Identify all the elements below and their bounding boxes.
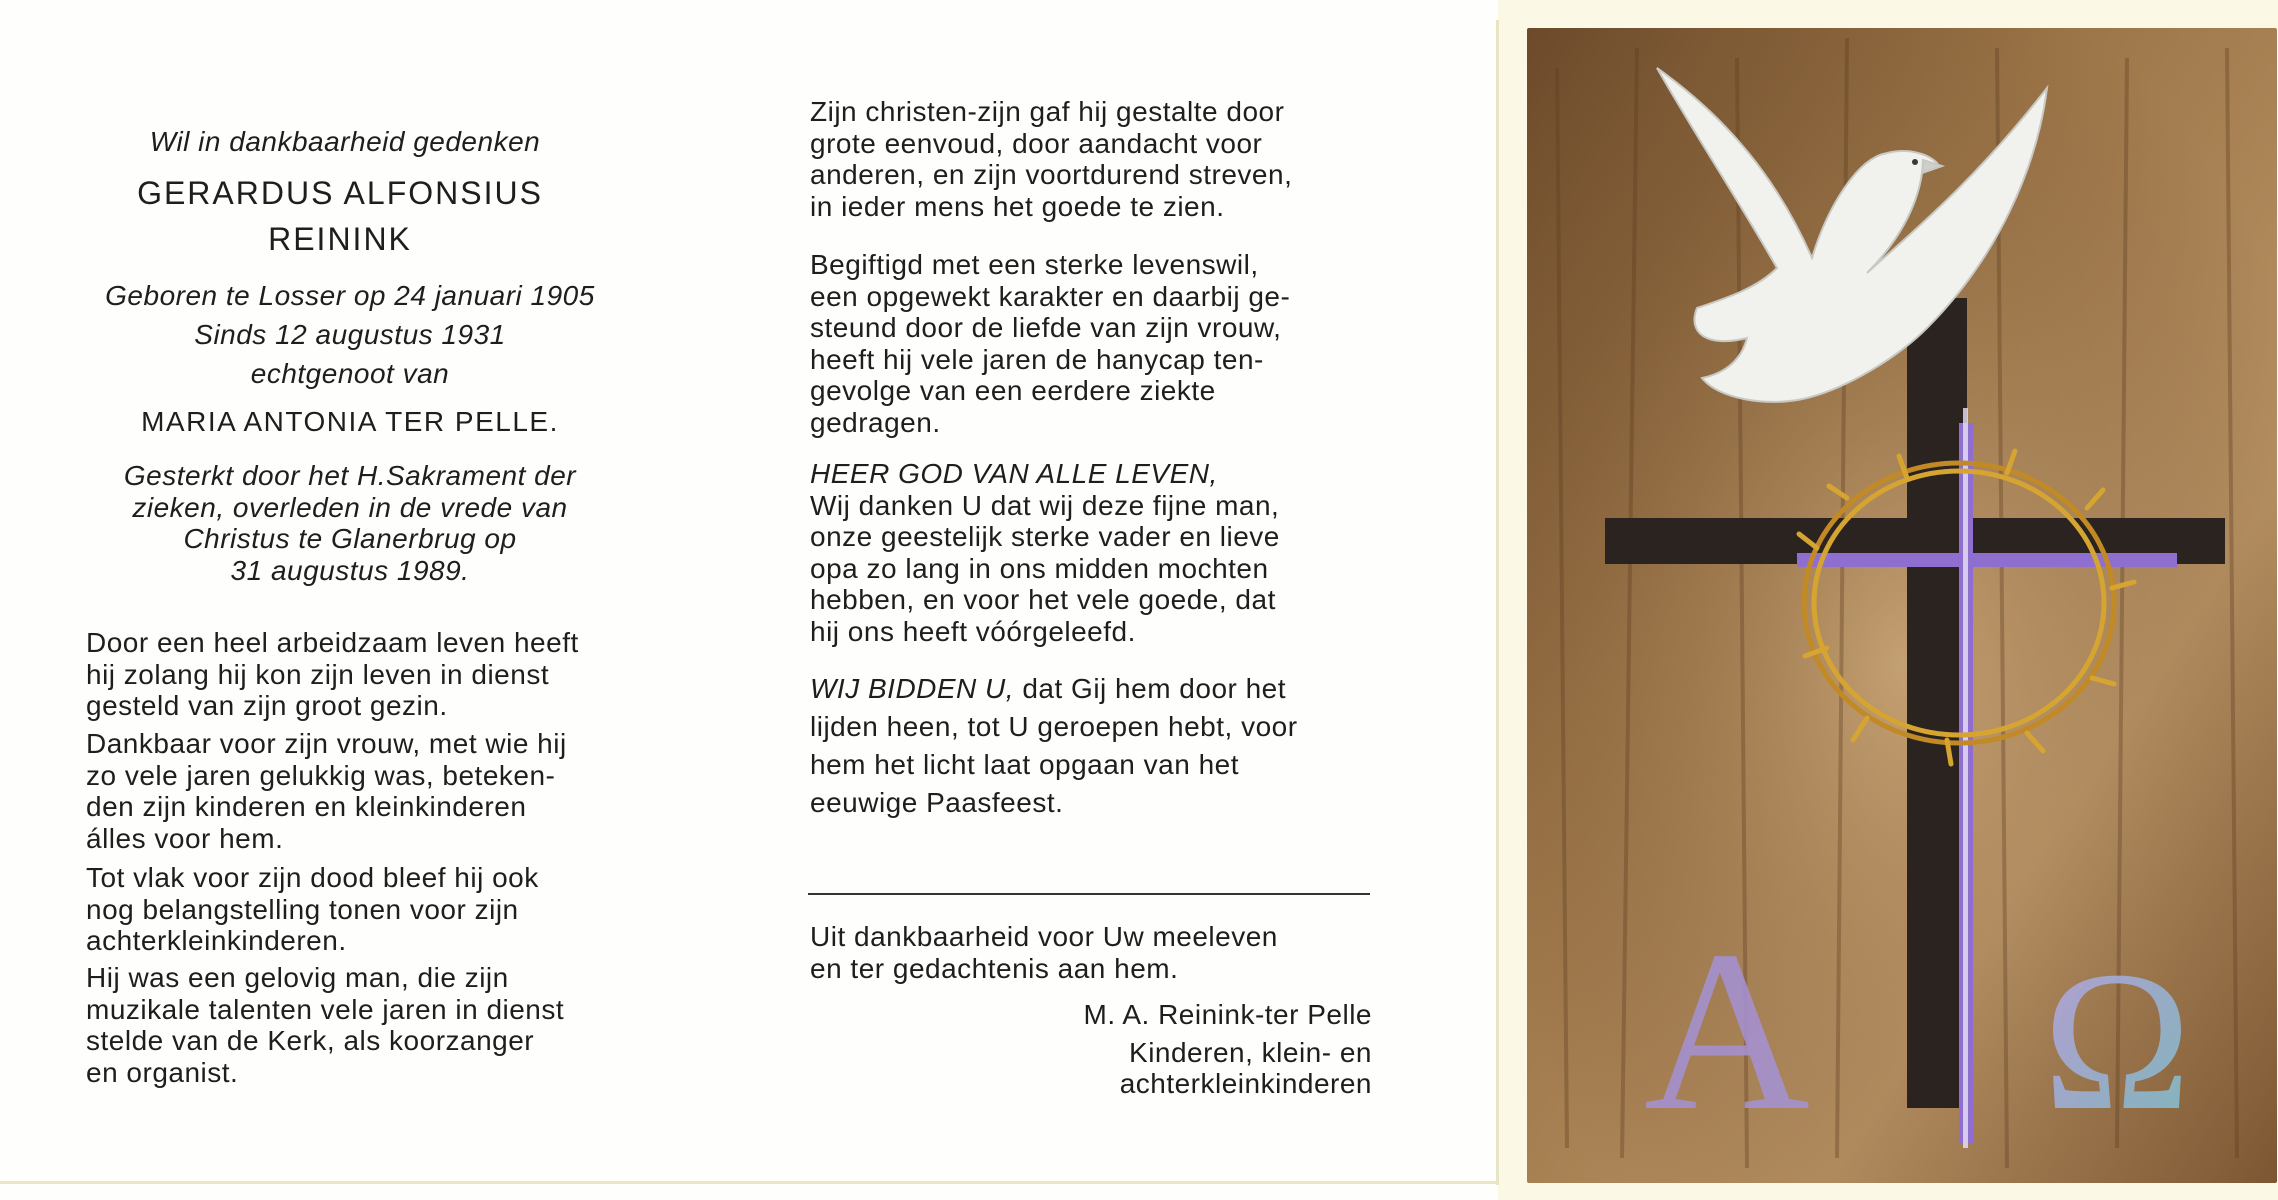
- separator-rule: [808, 893, 1370, 895]
- death-line: Christus te Glanerbrug op: [183, 523, 517, 554]
- text-line: gesteld van zijn groot gezin.: [86, 690, 448, 721]
- card-fold-line: [1496, 20, 1499, 1185]
- text-line: hem het licht laat opgaan van het: [810, 749, 1240, 780]
- text-line: Tot vlak voor zijn dood bleef hij ook: [86, 862, 539, 893]
- text-line: gevolge van een eerdere ziekte: [810, 375, 1216, 406]
- spouse-name: MARIA ANTONIA TER PELLE.: [141, 406, 559, 437]
- memorial-header: Wil in dankbaarheid gedenken: [149, 126, 541, 157]
- text-line: anderen, en zijn voortdurend streven,: [810, 159, 1293, 190]
- text-line: grote eenvoud, door aandacht voor: [810, 127, 1263, 159]
- signature-block: [1000, 999, 1372, 1100]
- signature-line: M. A. Reinink-ter Pelle: [1083, 999, 1372, 1030]
- text-line: achterkleinkinderen.: [86, 925, 347, 956]
- faith-paragraph: [810, 96, 1292, 222]
- purple-cross-horizontal: [1797, 553, 2177, 567]
- text-line: heeft hij vele jaren de hanycap ten-: [810, 343, 1264, 375]
- text-line: Door een heel arbeidzaam leven heeft: [86, 627, 579, 658]
- text-line: Hij was een gelovig man, die zijn: [86, 962, 509, 993]
- text-line: Uit dankbaarheid voor Uw meeleven: [810, 921, 1278, 952]
- text-line: muzikale talenten vele jaren in dienst: [86, 993, 565, 1025]
- deceased-name-line2: REININK: [268, 221, 412, 257]
- text-line: onze geestelijk sterke vader en lieve: [810, 521, 1280, 552]
- text-line: hij ons heeft vóórgeleefd.: [810, 615, 1136, 647]
- omega-symbol: Ω: [2042, 931, 2192, 1152]
- text-line: stelde van de Kerk, als koorzanger: [86, 1025, 535, 1056]
- life-paragraph-4: [86, 962, 564, 1088]
- text-line: een opgewekt karakter en daarbij ge-: [810, 280, 1291, 312]
- spouse-of-line: echtgenoot van: [250, 358, 450, 389]
- text-line: in ieder mens het goede te zien.: [810, 190, 1225, 222]
- signature-line: achterkleinkinderen: [1119, 1068, 1372, 1099]
- text-line: lijden heen, tot U geroepen hebt, voor: [810, 711, 1298, 742]
- text-line: Zijn christen-zijn gaf hij gestalte door: [810, 96, 1285, 127]
- birth-line: Geboren te Losser op 24 januari 1905: [105, 280, 595, 311]
- willpower-paragraph: [810, 249, 1290, 438]
- alpha-symbol: A: [1643, 903, 1811, 1158]
- text-line: en ter gedachtenis aan hem.: [810, 952, 1179, 984]
- deceased-name-line1: GERARDUS ALFONSIUS: [137, 175, 543, 211]
- death-line: zieken, overleden in de vrede van: [132, 491, 568, 523]
- life-paragraph-2: [86, 728, 567, 854]
- text-line: gedragen.: [810, 406, 941, 438]
- cross-highlight: [1963, 408, 1968, 1148]
- death-notice: [60, 460, 640, 586]
- text-line: álles voor hem.: [86, 822, 284, 854]
- text-line: den zijn kinderen en kleinkinderen: [86, 791, 527, 822]
- card-bottom-edge: [0, 1181, 1498, 1184]
- life-paragraph-1: [86, 627, 579, 722]
- plea-heading: WIJ BIDDEN U,: [810, 673, 1015, 704]
- text-line: nog belangstelling tonen voor zijn: [86, 893, 519, 925]
- memorial-artwork: [1527, 28, 2277, 1183]
- life-paragraph-3: [86, 862, 539, 957]
- text-line: zo vele jaren gelukkig was, beteken-: [86, 759, 556, 791]
- text-line: Dankbaar voor zijn vrouw, met wie hij: [86, 728, 567, 759]
- prayer-heading: HEER GOD VAN ALLE LEVEN,: [810, 458, 1218, 489]
- text-line: [810, 670, 1298, 708]
- death-line: Gesterkt door het H.Sakrament der: [123, 460, 577, 491]
- text-line: hebben, en voor het vele goede, dat: [810, 584, 1276, 615]
- text-line: hij zolang hij kon zijn leven in dienst: [86, 658, 550, 690]
- plea-first-line: dat Gij hem door het: [1014, 673, 1287, 704]
- text-line: eeuwige Paasfeest.: [810, 787, 1064, 818]
- text-line: Begiftigd met een sterke levenswil,: [810, 249, 1259, 280]
- signature-line: Kinderen, klein- en: [1129, 1036, 1372, 1068]
- text-line: steund door de liefde van zijn vrouw,: [810, 312, 1282, 343]
- dark-cross-vertical: [1907, 298, 1967, 1108]
- thanks-block: [810, 921, 1278, 984]
- plea-block: [810, 670, 1298, 822]
- text-line: en organist.: [86, 1056, 239, 1088]
- text-line: Wij danken U dat wij deze fijne man,: [810, 489, 1280, 521]
- text-line: opa zo lang in ons midden mochten: [810, 552, 1269, 584]
- death-line: 31 augustus 1989.: [230, 554, 470, 586]
- married-since-line: Sinds 12 augustus 1931: [194, 319, 506, 350]
- prayer-block: [810, 458, 1280, 647]
